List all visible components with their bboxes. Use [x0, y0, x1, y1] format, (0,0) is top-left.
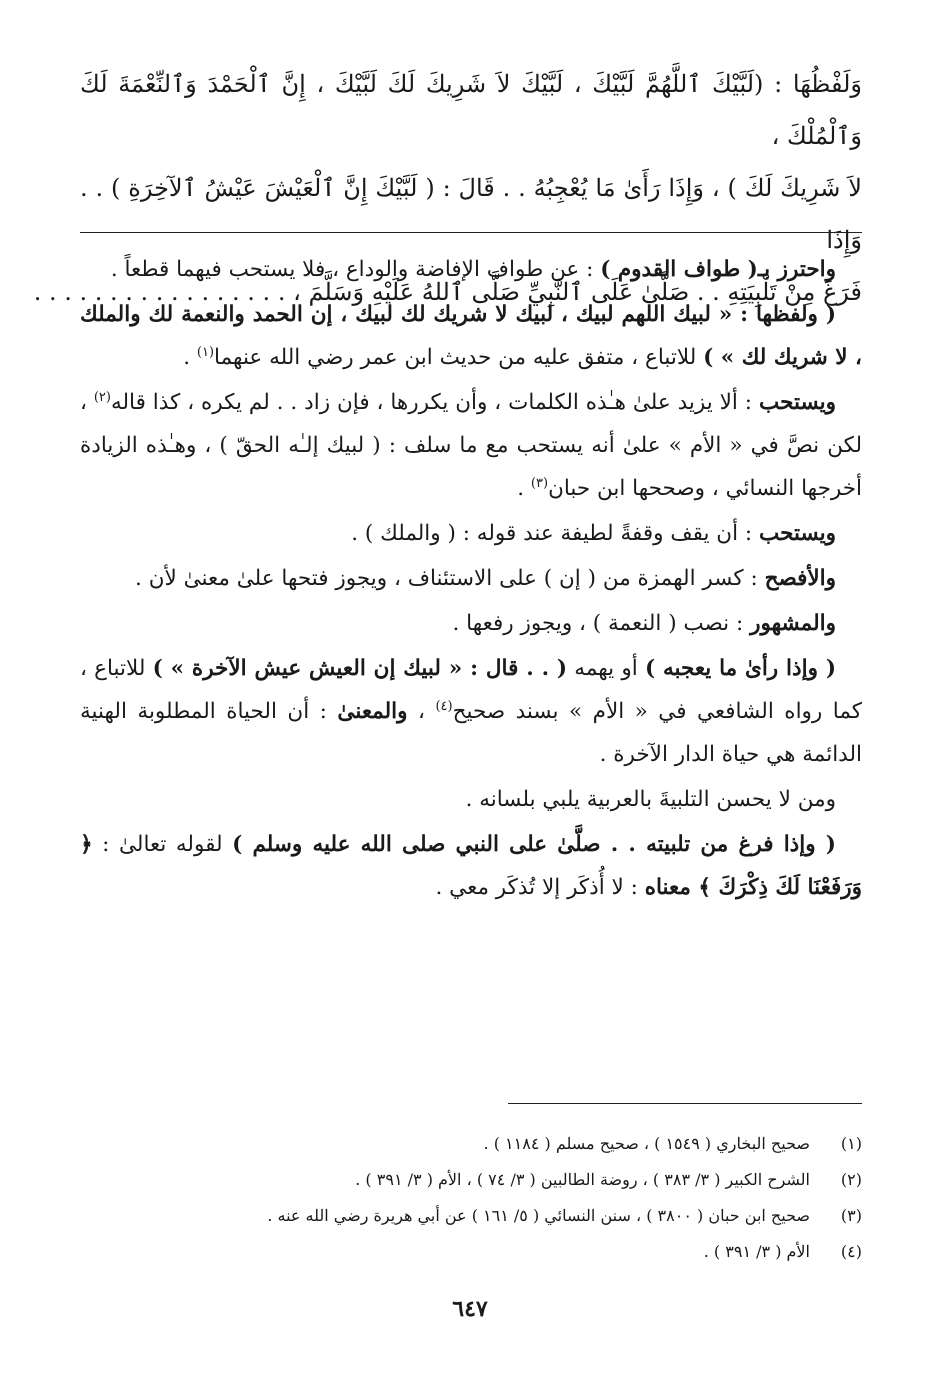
sharh-p7-text-a: أو يهمه: [567, 656, 645, 681]
footnote-text: الشرح الكبير ( ٣/ ٣٨٣ ) ، روضة الطالبين ( ٣/ ٧٤ ) ، الأم ( ٣/ ٣٩١ ) .: [355, 1170, 810, 1189]
footnote-ref-3[interactable]: (٣): [530, 475, 549, 491]
sharh-p7-bold-c: والمعنىٰ: [337, 699, 408, 724]
sharh-p2-text: للاتباع ، متفق عليه من حديث ابن عمر رضي الله عنهما: [214, 345, 704, 370]
matn-line-2: لاَ شَرِيكَ لَكَ ) ، وَإِذَا رَأَىٰ مَا يُعْجِبُهُ . . قَالَ : ( لَبَّيْكَ إِنَّ ٱلْعَيْشَ عَيْشُ ٱلآخِرَةِ ) . . وَإِذَا: [80, 174, 862, 254]
sharh-p9-bold-b: معناه: [644, 875, 699, 900]
sharh-p4-bold: ويستحب: [758, 521, 836, 546]
sharh-p9-bold: ( وإذا فرغ من تلبيته . . صلَّىٰ على النبي صلى الله عليه وسلم ): [232, 832, 836, 857]
footnote-ref-4[interactable]: (٤): [435, 698, 453, 714]
quran-verse: ﴿ وَرَفَعْنَا لَكَ ذِكْرَكَ ﴾: [80, 832, 862, 900]
sharh-paragraph-9: [80, 823, 862, 909]
sharh-p3-end: .: [517, 476, 531, 501]
footnote-ref-1[interactable]: (١): [196, 344, 215, 360]
sharh-p9-text-b: : لا أُذكَر إلا تُذكَر معي .: [435, 875, 645, 900]
sharh-paragraph-6: [80, 602, 862, 645]
page-number: ٦٤٧: [452, 1296, 488, 1322]
footnote-item: [142, 1234, 862, 1270]
matn-line-1: وَلَفْظُهَا : (لَبَّيْكَ ٱللَّهُمَّ لَبَّيْكَ ، لَبَّيْكَ لاَ شَرِيكَ لَكَ لَبَّيْكَ ، إِنَّ ٱلْحَمْدَ وَٱلنِّعْمَةَ لَكَ وَٱلْمُلْكَ ،: [80, 70, 862, 150]
sharh-paragraph-4: [80, 512, 862, 555]
sharh-p8-text: ومن لا يحسن التلبيةَ بالعربية يلبي بلسانه .: [465, 787, 836, 812]
sharh-paragraph-2: [80, 293, 862, 379]
sharh-p7-text-b: للاتباع ، كما رواه الشافعي في « الأم » بسند صحيح: [80, 656, 863, 724]
sharh-p4-text: : أن يقف وقفةً لطيفة عند قوله : ( والملك ) .: [351, 521, 759, 546]
footnote-item: [142, 1162, 862, 1198]
footnote-number: (٣): [840, 1206, 862, 1225]
footnote-text: صحيح البخاري ( ١٥٤٩ ) ، صحيح مسلم ( ١١٨٤ ) .: [483, 1134, 810, 1153]
sharh-p2-end: .: [183, 345, 197, 370]
sharh-p1-bold: واحترز بـ( طواف القدوم ): [600, 257, 836, 282]
footnote-item: [142, 1198, 862, 1234]
sharh-p1-text: : عن طواف الإفاضة والوداع ، فلا يستحب فيهما قطعاً .: [110, 257, 601, 282]
sharh-paragraph-5: [80, 557, 862, 600]
sharh-p3-text-b: ، لكن نصَّ في « الأم » علىٰ أنه يستحب مع ما سلف : ( لبيك إلـٰه الحقّ ) ، وهـٰذه الزيادة أخرجها النسائي ، وصححها ابن حبان: [80, 390, 862, 501]
footnotes: [142, 1126, 862, 1270]
footnote-number: (٤): [840, 1242, 862, 1261]
sharh-paragraph-3: [80, 381, 862, 510]
sharh-p5-bold: والأفصح: [764, 566, 836, 591]
footnote-separator-rule: [508, 1103, 862, 1104]
sharh-p7-text-c: ،: [407, 699, 436, 724]
sharh-paragraph-1: [80, 248, 862, 291]
footnote-number: (٢): [840, 1170, 862, 1189]
footnote-item: [142, 1126, 862, 1162]
sharh-paragraph-8: [80, 778, 862, 821]
sharh-p2-bold: ( ولفظها : « لبيك اللهم لبيك ، لبيك لا شريك لك لبيك ، إن الحمد والنعمة لك والملك ، لا شريك لك » ): [80, 302, 862, 370]
footnote-text: صحيح ابن حبان ( ٣٨٠٠ ) ، سنن النسائي ( ٥/ ١٦١ ) عن أبي هريرة رضي الله عنه .: [267, 1206, 810, 1225]
sharh-p7-bold-a: ( وإذا رأىٰ ما يعجبه ): [644, 656, 836, 681]
sharh-p7-bold-b: ( . . قال : « لبيك إن العيش عيش الآخرة » ): [152, 656, 568, 681]
sharh-commentary: [80, 248, 862, 911]
footnote-ref-2[interactable]: (٢): [93, 389, 111, 405]
sharh-p5-text: : كسر الهمزة من ( إن ) على الاستئناف ، ويجوز فتحها علىٰ معنىٰ لأن .: [135, 566, 765, 591]
sharh-p9-text: لقوله تعالىٰ :: [92, 832, 233, 857]
footnote-text: الأم ( ٣/ ٣٩١ ) .: [703, 1242, 810, 1261]
matn-separator-rule: [80, 232, 862, 233]
sharh-p6-text: : نصب ( النعمة ) ، ويجوز رفعها .: [452, 611, 751, 636]
sharh-p3-text-a: : ألا يزيد علىٰ هـٰذه الكلمات ، وأن يكررها ، فإن زاد . . لم يكره ، كذا قاله: [110, 390, 759, 415]
footnote-number: (١): [840, 1134, 862, 1153]
sharh-p7-text-d: : أن الحياة المطلوبة الهنية الدائمة هي حياة الدار الآخرة .: [80, 699, 862, 767]
sharh-paragraph-7: [80, 647, 862, 776]
matn-line-3-text: فَرَغَ مِنْ تَلْبِيَتِهِ . . صَلَّىٰ عَلَى ٱلنَّبِيِّ صَلَّى ٱللهُ عَلَيْهِ وَسَلَّمَ ،: [293, 278, 862, 306]
sharh-p6-bold: والمشهور: [750, 611, 836, 636]
matn-continuation-dots: . . . . . . . . . . . . . . . . .: [33, 278, 286, 306]
sharh-p3-bold: ويستحب: [758, 390, 836, 415]
